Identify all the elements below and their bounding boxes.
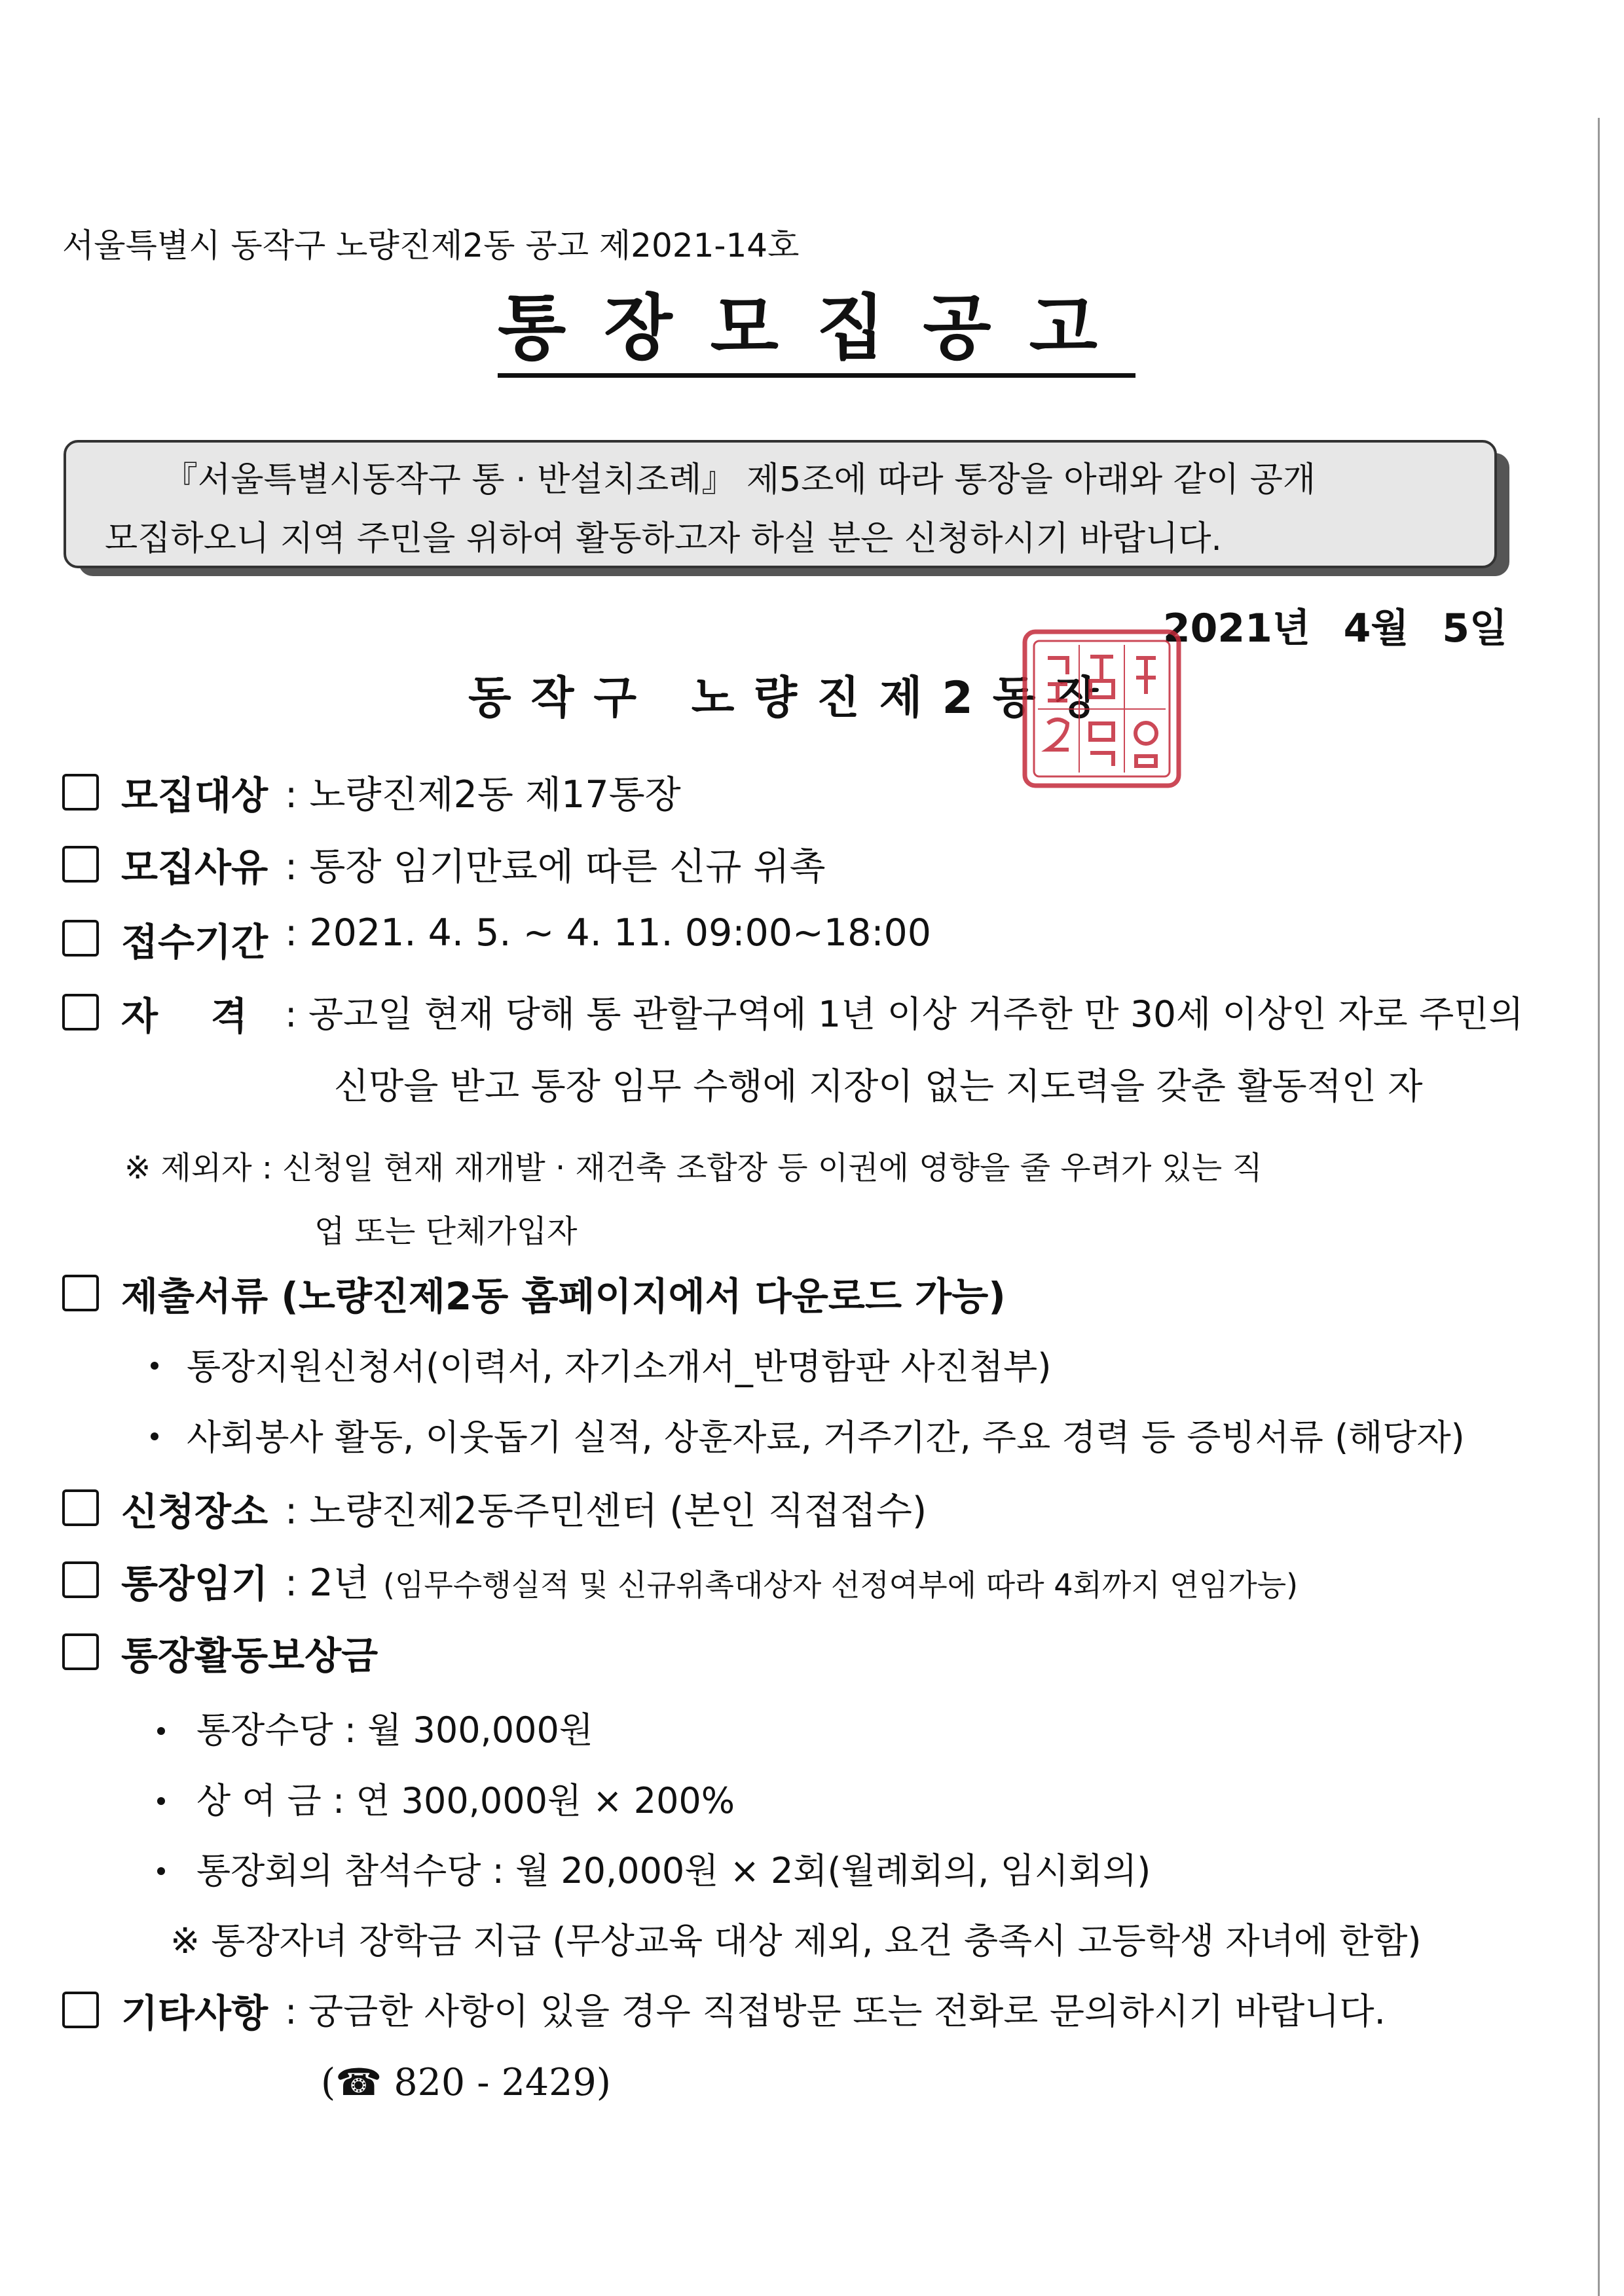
place-value: : 노량진제2동주민센터 (본인 직접접수)	[285, 1489, 927, 1533]
notice-date: 2021년 4월 5일	[1162, 606, 1507, 651]
qualification-label: 자 격	[121, 994, 248, 1038]
notice-line-2: 모집하오니 지역 주민을 위하여 활동하고자 하실 분은 신청하시기 바랍니다.	[105, 519, 1222, 558]
bullet-dot	[157, 1867, 165, 1875]
checkbox-term	[62, 1561, 99, 1598]
documents-item-1: 통장지원신청서(이력서, 자기소개서_반명함판 사진첨부)	[187, 1346, 1052, 1387]
etc-value: : 궁금한 사항이 있을 경우 직접방문 또는 전화로 문의하시기 바랍니다.	[285, 1990, 1386, 2032]
contact-phone: (☎ 820 - 2429)	[321, 2061, 611, 2104]
qualification-value-2: 신망을 받고 통장 임무 수행에 지장이 없는 지도력을 갖춘 활동적인 자	[334, 1065, 1423, 1107]
checkbox-place	[62, 1489, 99, 1526]
exclusion-line-2: 업 또는 단체가입자	[314, 1213, 578, 1250]
checkbox-qualification	[62, 994, 99, 1030]
bullet-dot	[151, 1432, 158, 1440]
reason-value: : 통장 임기만료에 따른 신규 위촉	[285, 845, 826, 888]
checkbox-documents	[62, 1275, 99, 1311]
term-note: (임무수행실적 및 신규위촉대상자 선정여부에 따라 4회까지 연임가능)	[383, 1567, 1299, 1603]
issuing-organization: 동작구 노량진제2동장	[468, 672, 1118, 724]
target-label: 모집대상	[121, 773, 268, 818]
term-value: : 2년	[285, 1561, 369, 1605]
checkbox-etc	[62, 1992, 99, 2028]
page-edge-line	[1598, 118, 1600, 2296]
target-value: : 노량진제2동 제17통장	[285, 773, 681, 816]
checkbox-target	[62, 774, 99, 811]
period-label: 접수기간	[121, 920, 268, 964]
bullet-dot	[151, 1362, 158, 1370]
term-label: 통장임기	[121, 1561, 268, 1606]
checkbox-reason	[62, 846, 99, 883]
document-title: 통장모집공고	[498, 288, 1135, 378]
bullet-dot	[157, 1797, 165, 1805]
documents-item-2: 사회봉사 활동, 이웃돕기 실적, 상훈자료, 거주기간, 주요 경력 등 증빙서류 (해당자)	[187, 1417, 1465, 1458]
checkbox-compensation	[62, 1633, 99, 1670]
compensation-item-1: 통장수당 : 월 300,000원	[196, 1709, 593, 1751]
bullet-dot	[157, 1727, 165, 1735]
reason-label: 모집사유	[121, 845, 268, 890]
etc-label: 기타사항	[121, 1991, 268, 2035]
compensation-item-3: 통장회의 참석수당 : 월 20,000원 × 2회(월례회의, 임시회의)	[196, 1850, 1151, 1891]
qualification-value-1: : 공고일 현재 당해 통 관할구역에 1년 이상 거주한 만 30세 이상인 자로 주민의	[285, 993, 1524, 1035]
documents-label: 제출서류 (노량진제2동 홈페이지에서 다운로드 가능)	[121, 1274, 1006, 1319]
compensation-item-2: 상 여 금 : 연 300,000원 × 200%	[196, 1780, 735, 1821]
document-number: 서울특별시 동작구 노량진제2동 공고 제2021-14호	[62, 227, 800, 264]
checkbox-period	[62, 920, 99, 957]
place-label: 신청장소	[121, 1489, 268, 1534]
compensation-note: ※ 통장자녀 장학금 지급 (무상교육 대상 제외, 요건 충족시 고등학생 자녀에 한함)	[170, 1920, 1422, 1961]
period-value: : 2021. 4. 5. ~ 4. 11. 09:00~18:00	[285, 911, 932, 955]
exclusion-line-1: ※ 제외자 : 신청일 현재 재개발 · 재건축 조합장 등 이권에 영향을 줄 우려가 있는 직	[124, 1150, 1263, 1186]
compensation-label: 통장활동보상금	[121, 1633, 378, 1678]
official-seal-stamp	[1018, 625, 1185, 792]
notice-line-1: 『서울특별시동작구 통 · 반설치조례』 제5조에 따라 통장을 아래와 같이 공개	[164, 460, 1316, 500]
